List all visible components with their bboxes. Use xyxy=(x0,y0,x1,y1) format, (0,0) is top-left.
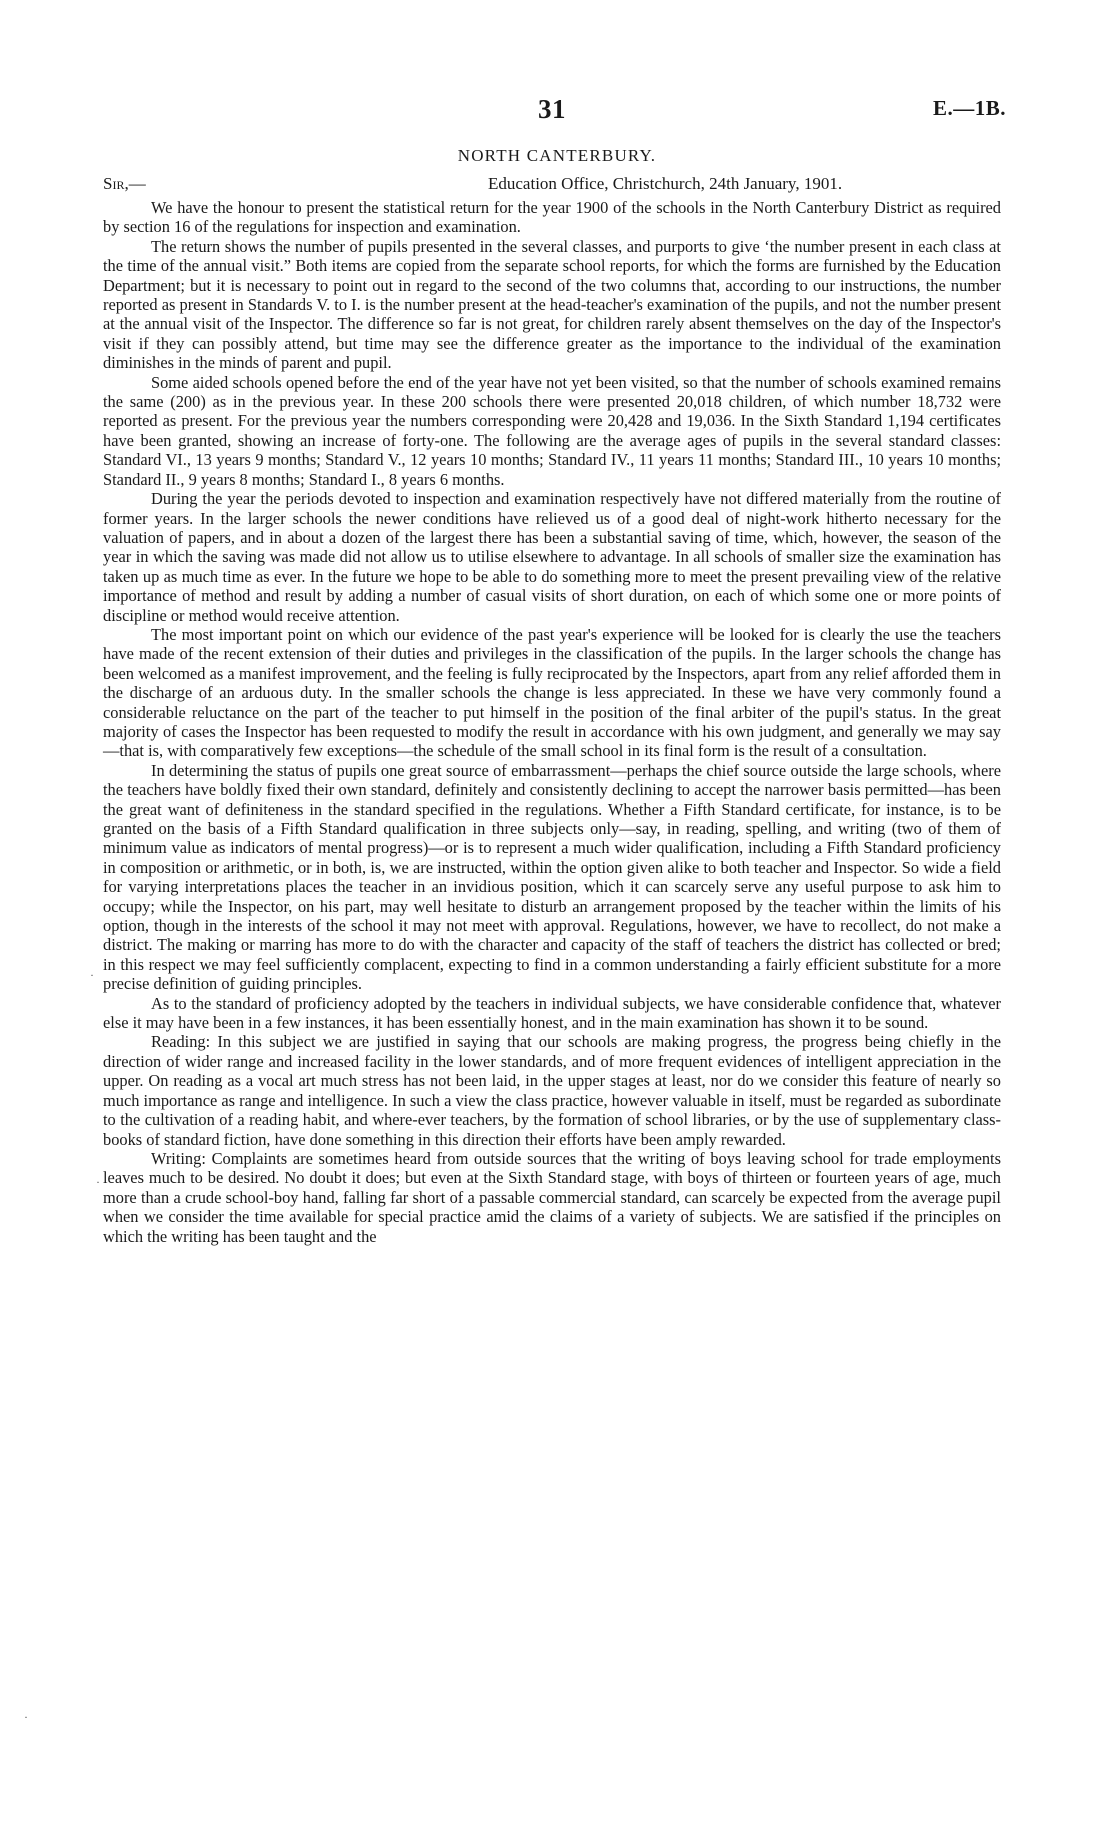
paragraph: During the year the periods devoted to inspection and examination respectively have not differed materially from the routine of former years. In the larger schools the newer conditions have relieved us of a good deal of night-work hitherto necessary for the valuation of papers, and in about a dozen of the largest there has been a substantial saving of time, which, however, the season of the year in which the saving was made did not allow us to utilise elsewhere to advantage. In all schools of smaller size the examination has taken up as much time as ever. In the future we hope to be able to do something more to meet the present prevailing view of the relative importance of method and result by adding a number of casual visits of short duration, on each of which some one or more points of discipline or method would receive attention. xyxy=(103,489,1001,625)
margin-speck: · xyxy=(24,1710,28,1724)
paragraph: We have the honour to present the statistical return for the year 1900 of the schools in the North Canterbury District as required by section 16 of the regulations for inspection and examination. xyxy=(103,198,1001,237)
paragraph: Some aided schools opened before the end of the year have not yet been visited, so that the number of schools examined remains the same (200) as in the previous year. In these 200 schools there were presented 20,018 children, of which number 18,732 were reported as present. For the previous year the numbers corresponding were 20,428 and 19,036. In the Sixth Standard 1,194 certificates have been granted, showing an increase of forty-one. The following are the average ages of pupils in the several standard classes: Standard VI., 13 years 9 months; Standard V., 12 years 10 months; Standard IV., 11 years 11 months; Standard III., 10 years 10 months; Standard II., 9 years 8 months; Standard I., 8 years 6 months. xyxy=(103,372,1001,489)
paragraph: Reading: In this subject we are justified in saying that our schools are making progress, the progress being chiefly in the direction of wider range and increased facility in the lower standards, and of more frequent evidences of intelligent appreciation in the upper. On reading as a vocal art much stress has not been laid, in the upper stages at least, nor do we consider this feature of nearly so much importance as range and intelligence. In such a view the class practice, however valuable in itself, must be regarded as subordinate to the cultivation of a reading habit, and where-ever teachers, by the formation of school libraries, or by the use of supplementary class-books of standard fiction, have done something in this direction their efforts have been amply rewarded. xyxy=(103,1032,1001,1149)
paragraph: As to the standard of proficiency adopted by the teachers in individual subjects, we have considerable confidence that, whatever else it may have been in a few instances, it has been essentially honest, and in the main examination has shown it to be sound. xyxy=(103,993,1001,1033)
paragraph: Writing: Complaints are sometimes heard from outside sources that the writing of boys leaving school for trade employments leaves much to be desired. No doubt it does; but even at the Sixth Standard stage, with boys of thirteen or fourteen years of age, much more than a crude school-boy hand, falling far short of a passable commercial standard, can scarcely be expected from the average pupil when we consider the time available for special practice amid the claims of a variety of subjects. We are satisfied if the principles on which the writing has been taught and the xyxy=(103,1148,1001,1246)
salutation: Sir,— xyxy=(103,174,146,193)
margin-speck: · xyxy=(90,968,94,982)
document-reference: E.—1B. xyxy=(932,96,1006,120)
letter-body xyxy=(103,198,1001,1246)
paragraph: The most important point on which our evidence of the past year's experience will be looked for is clearly the use the teachers have made of the recent extension of their duties and privileges in the classification of the pupils. In the larger schools the change has been welcomed as a manifest improvement, and the feeling is fully reciprocated by the Inspectors, apart from any relief afforded them in the discharge of an arduous duty. In the smaller schools the change is less appreciated. In these we have very commonly found a considerable reluctance on the part of the teacher to put himself in the position of the final arbiter of the pupil's status. In the great majority of cases the Inspector has been requested to modify the result in accordance with his own judgment, and generally we may say—that is, with comparatively few exceptions—the schedule of the small school in its final form is the result of a consultation. xyxy=(103,624,1001,761)
paragraph: The return shows the number of pupils presented in the several classes, and purports to give ‘the number present in each class at the time of the annual visit.” Both items are copied from the separate school reports, for which the forms are furnished by the Education Department; but it is necessary to point out in regard to the second of the two columns that, according to our instructions, the number reported as present in Standards V. to I. is the number present at the head-teacher's examination of the pupils, and not the number present at the annual visit of the Inspector. The difference so far is not great, for children rarely absent themselves on the day of the Inspector's visit if they can possibly attend, but time may see the difference greater as the importance to the individual of the examination diminishes in the minds of parent and pupil. xyxy=(103,236,1001,373)
section-title: NORTH CANTERBURY. xyxy=(457,146,657,165)
dateline: Education Office, Christchurch, 24th January, 1901. xyxy=(488,174,843,193)
paragraph: In determining the status of pupils one great source of embarrassment—perhaps the chief source outside the large schools, where the teachers have boldly fixed their own standard, definitely and consistently declining to accept the narrower basis permitted—has been the great want of definiteness in the standard specified in the regulations. Whether a Fifth Standard certificate, for instance, is to be granted on the basis of a Fifth Standard qualification in three subjects only—say, in reading, spelling, and writing (two of them of minimum value as indicators of mental progress)—or is to represent a much wider qualification, including a Fifth Standard proficiency in composition or arithmetic, or in both, is, we are instructed, within the option given alike to both teacher and Inspector. So wide a field for varying interpretations places the teacher in an invidious position, which it can scarcely serve any useful purpose to ask him to occupy; while the Inspector, on his part, may well hesitate to disturb an arrangement proposed by the teacher within the limits of his option, though in the interests of the school it may not meet with approval. Regulations, however, we have to recollect, do not make a district. The making or marring has more to do with the character and capacity of the staff of teachers the district has collected or bred; in this respect we may feel sufficiently complacent, expecting to find in a common understanding a fairly efficient substitute for a more precise definition of guiding principles. xyxy=(103,760,1001,994)
margin-speck: · xyxy=(96,1175,100,1189)
page-number: 31 xyxy=(538,94,566,124)
